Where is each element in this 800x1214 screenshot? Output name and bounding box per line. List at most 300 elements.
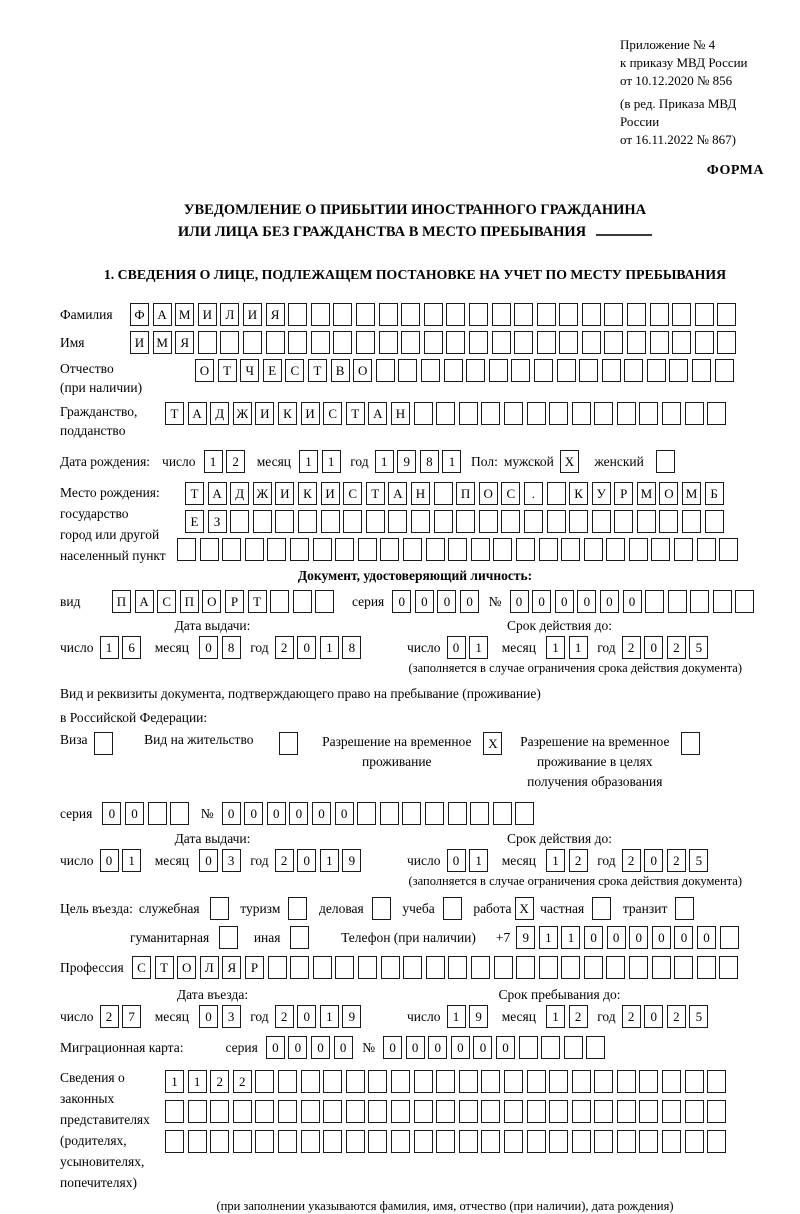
form-cell[interactable]: 1 (165, 1070, 184, 1093)
form-cell[interactable]: 0 (312, 802, 331, 825)
form-cell[interactable] (459, 1130, 478, 1153)
form-cell[interactable]: 0 (652, 926, 671, 949)
form-cell[interactable] (559, 331, 578, 354)
form-cell[interactable] (290, 538, 309, 561)
form-cell[interactable] (381, 956, 400, 979)
form-cell[interactable] (401, 303, 420, 326)
form-cell[interactable] (717, 331, 736, 354)
purpose-inaya-checkbox[interactable] (290, 926, 309, 949)
form-cell[interactable] (165, 1130, 184, 1153)
form-cell[interactable] (594, 1100, 613, 1123)
form-cell[interactable] (343, 510, 362, 533)
form-cell[interactable] (516, 538, 535, 561)
form-cell[interactable] (534, 359, 553, 382)
form-cell[interactable]: З (208, 510, 227, 533)
form-cell[interactable]: 0 (644, 636, 663, 659)
form-cell[interactable]: 0 (297, 636, 316, 659)
form-cell[interactable] (539, 956, 558, 979)
form-cell[interactable] (459, 1070, 478, 1093)
form-cell[interactable] (524, 510, 543, 533)
form-cell[interactable]: 1 (546, 849, 565, 872)
form-cell[interactable] (561, 956, 580, 979)
purpose-rabota-checkbox[interactable]: X (515, 897, 534, 920)
form-cell[interactable] (564, 1036, 583, 1059)
form-cell[interactable] (606, 956, 625, 979)
form-cell[interactable]: 0 (222, 802, 241, 825)
form-cell[interactable] (448, 538, 467, 561)
form-cell[interactable]: 2 (569, 849, 588, 872)
form-cell[interactable]: А (208, 482, 227, 505)
form-cell[interactable] (672, 303, 691, 326)
form-cell[interactable] (527, 1100, 546, 1123)
form-cell[interactable] (569, 510, 588, 533)
form-cell[interactable]: О (353, 359, 372, 382)
form-cell[interactable] (253, 510, 272, 533)
form-cell[interactable] (493, 538, 512, 561)
form-cell[interactable]: Р (225, 590, 244, 613)
form-cell[interactable]: 0 (584, 926, 603, 949)
form-cell[interactable]: Д (210, 402, 229, 425)
form-cell[interactable]: 1 (375, 450, 394, 473)
form-cell[interactable]: 1 (122, 849, 141, 872)
form-cell[interactable]: 0 (697, 926, 716, 949)
form-cell[interactable] (469, 303, 488, 326)
form-cell[interactable]: Я (175, 331, 194, 354)
form-cell[interactable]: 0 (266, 1036, 285, 1059)
form-cell[interactable] (549, 1070, 568, 1093)
form-cell[interactable]: О (659, 482, 678, 505)
form-cell[interactable] (572, 1070, 591, 1093)
form-cell[interactable] (391, 1130, 410, 1153)
form-cell[interactable]: 2 (275, 849, 294, 872)
form-cell[interactable] (719, 538, 738, 561)
form-cell[interactable]: 0 (311, 1036, 330, 1059)
form-cell[interactable] (662, 402, 681, 425)
form-cell[interactable] (245, 538, 264, 561)
form-cell[interactable] (674, 538, 693, 561)
form-cell[interactable] (311, 331, 330, 354)
form-cell[interactable] (466, 359, 485, 382)
form-cell[interactable] (321, 510, 340, 533)
form-cell[interactable]: И (130, 331, 149, 354)
form-cell[interactable] (719, 956, 738, 979)
form-cell[interactable]: 0 (415, 590, 434, 613)
temp-permit-checkbox[interactable]: X (483, 732, 502, 755)
form-cell[interactable]: 0 (623, 590, 642, 613)
form-cell[interactable]: О (195, 359, 214, 382)
form-cell[interactable] (368, 1070, 387, 1093)
form-cell[interactable] (288, 331, 307, 354)
form-cell[interactable] (695, 303, 714, 326)
form-cell[interactable] (695, 331, 714, 354)
form-cell[interactable] (278, 1070, 297, 1093)
form-cell[interactable]: 8 (342, 636, 361, 659)
form-cell[interactable] (527, 1130, 546, 1153)
form-cell[interactable] (481, 402, 500, 425)
form-cell[interactable]: 0 (100, 849, 119, 872)
form-cell[interactable] (549, 1100, 568, 1123)
form-cell[interactable] (624, 359, 643, 382)
form-cell[interactable]: 3 (222, 1005, 241, 1028)
form-cell[interactable] (411, 510, 430, 533)
form-cell[interactable] (537, 303, 556, 326)
form-cell[interactable] (333, 303, 352, 326)
form-cell[interactable] (557, 359, 576, 382)
form-cell[interactable]: 0 (102, 802, 121, 825)
form-cell[interactable] (685, 1100, 704, 1123)
form-cell[interactable] (414, 1130, 433, 1153)
form-cell[interactable] (504, 1130, 523, 1153)
form-cell[interactable]: 1 (322, 450, 341, 473)
form-cell[interactable] (379, 303, 398, 326)
form-cell[interactable]: С (343, 482, 362, 505)
form-cell[interactable] (293, 590, 312, 613)
form-cell[interactable]: К (569, 482, 588, 505)
form-cell[interactable] (604, 303, 623, 326)
form-cell[interactable] (210, 1130, 229, 1153)
form-cell[interactable]: Т (308, 359, 327, 382)
form-cell[interactable]: 0 (437, 590, 456, 613)
form-cell[interactable] (414, 402, 433, 425)
form-cell[interactable]: У (592, 482, 611, 505)
form-cell[interactable]: А (188, 402, 207, 425)
form-cell[interactable] (470, 802, 489, 825)
form-cell[interactable] (255, 1100, 274, 1123)
form-cell[interactable] (220, 331, 239, 354)
form-cell[interactable] (527, 402, 546, 425)
form-cell[interactable] (346, 1100, 365, 1123)
form-cell[interactable] (459, 1100, 478, 1123)
form-cell[interactable]: 5 (689, 1005, 708, 1028)
form-cell[interactable] (459, 402, 478, 425)
form-cell[interactable]: С (132, 956, 151, 979)
form-cell[interactable] (379, 331, 398, 354)
form-cell[interactable] (391, 1100, 410, 1123)
form-cell[interactable] (720, 926, 739, 949)
form-cell[interactable]: 2 (667, 1005, 686, 1028)
form-cell[interactable] (579, 359, 598, 382)
form-cell[interactable] (637, 510, 656, 533)
form-cell[interactable] (559, 303, 578, 326)
visa-checkbox[interactable] (94, 732, 113, 755)
form-cell[interactable] (707, 1070, 726, 1093)
form-cell[interactable]: 1 (320, 1005, 339, 1028)
form-cell[interactable] (366, 510, 385, 533)
form-cell[interactable]: О (177, 956, 196, 979)
form-cell[interactable]: 0 (267, 802, 286, 825)
form-cell[interactable] (492, 331, 511, 354)
form-cell[interactable]: 1 (442, 450, 461, 473)
form-cell[interactable] (301, 1130, 320, 1153)
form-cell[interactable] (481, 1130, 500, 1153)
form-cell[interactable]: М (637, 482, 656, 505)
form-cell[interactable]: 1 (539, 926, 558, 949)
form-cell[interactable] (493, 802, 512, 825)
form-cell[interactable] (356, 303, 375, 326)
form-cell[interactable]: 0 (447, 849, 466, 872)
form-cell[interactable]: Т (165, 402, 184, 425)
form-cell[interactable]: 5 (689, 849, 708, 872)
form-cell[interactable] (662, 1100, 681, 1123)
purpose-chastnaya-checkbox[interactable] (592, 897, 611, 920)
form-cell[interactable] (572, 1100, 591, 1123)
form-cell[interactable] (692, 359, 711, 382)
form-cell[interactable]: 0 (644, 849, 663, 872)
form-cell[interactable] (537, 331, 556, 354)
form-cell[interactable] (368, 1130, 387, 1153)
form-cell[interactable] (434, 482, 453, 505)
form-cell[interactable]: 1 (320, 849, 339, 872)
form-cell[interactable] (685, 1130, 704, 1153)
form-cell[interactable] (368, 1100, 387, 1123)
form-cell[interactable] (335, 956, 354, 979)
form-cell[interactable] (682, 510, 701, 533)
form-cell[interactable]: Р (245, 956, 264, 979)
form-cell[interactable] (380, 802, 399, 825)
form-cell[interactable] (514, 331, 533, 354)
form-cell[interactable] (617, 402, 636, 425)
form-cell[interactable] (278, 1130, 297, 1153)
form-cell[interactable] (659, 510, 678, 533)
form-cell[interactable]: 9 (342, 849, 361, 872)
form-cell[interactable] (177, 538, 196, 561)
form-cell[interactable] (436, 1100, 455, 1123)
form-cell[interactable]: Н (391, 402, 410, 425)
form-cell[interactable]: К (298, 482, 317, 505)
form-cell[interactable] (685, 1070, 704, 1093)
form-cell[interactable]: А (153, 303, 172, 326)
form-cell[interactable]: О (202, 590, 221, 613)
form-cell[interactable] (323, 1070, 342, 1093)
form-cell[interactable] (645, 590, 664, 613)
form-cell[interactable] (222, 538, 241, 561)
form-cell[interactable]: Ч (240, 359, 259, 382)
form-cell[interactable] (650, 331, 669, 354)
form-cell[interactable]: И (198, 303, 217, 326)
form-cell[interactable]: 0 (629, 926, 648, 949)
form-cell[interactable] (672, 331, 691, 354)
form-cell[interactable] (313, 538, 332, 561)
form-cell[interactable]: 1 (299, 450, 318, 473)
form-cell[interactable]: 1 (469, 849, 488, 872)
form-cell[interactable]: С (501, 482, 520, 505)
form-cell[interactable] (572, 402, 591, 425)
form-cell[interactable]: Ж (253, 482, 272, 505)
form-cell[interactable] (594, 1130, 613, 1153)
form-cell[interactable] (346, 1130, 365, 1153)
form-cell[interactable] (436, 1070, 455, 1093)
form-cell[interactable]: 2 (667, 636, 686, 659)
form-cell[interactable] (582, 331, 601, 354)
form-cell[interactable] (582, 303, 601, 326)
form-cell[interactable] (298, 510, 317, 533)
form-cell[interactable]: 0 (473, 1036, 492, 1059)
form-cell[interactable] (444, 359, 463, 382)
form-cell[interactable] (380, 538, 399, 561)
form-cell[interactable]: М (682, 482, 701, 505)
form-cell[interactable] (594, 1070, 613, 1093)
form-cell[interactable] (639, 402, 658, 425)
form-cell[interactable] (515, 802, 534, 825)
form-cell[interactable]: 2 (100, 1005, 119, 1028)
form-cell[interactable]: 5 (689, 636, 708, 659)
form-cell[interactable] (233, 1130, 252, 1153)
form-cell[interactable]: 0 (334, 1036, 353, 1059)
form-cell[interactable] (398, 359, 417, 382)
form-cell[interactable]: 0 (451, 1036, 470, 1059)
form-cell[interactable]: 6 (122, 636, 141, 659)
form-cell[interactable]: И (321, 482, 340, 505)
form-cell[interactable] (504, 1100, 523, 1123)
form-cell[interactable] (358, 956, 377, 979)
form-cell[interactable] (584, 538, 603, 561)
form-cell[interactable] (705, 510, 724, 533)
form-cell[interactable] (230, 510, 249, 533)
form-cell[interactable] (266, 331, 285, 354)
form-cell[interactable] (713, 590, 732, 613)
form-cell[interactable] (539, 538, 558, 561)
form-cell[interactable] (290, 956, 309, 979)
form-cell[interactable] (592, 510, 611, 533)
form-cell[interactable] (481, 1100, 500, 1123)
form-cell[interactable]: 2 (226, 450, 245, 473)
form-cell[interactable]: 0 (532, 590, 551, 613)
form-cell[interactable] (481, 1070, 500, 1093)
form-cell[interactable] (547, 482, 566, 505)
form-cell[interactable]: 3 (222, 849, 241, 872)
form-cell[interactable] (561, 538, 580, 561)
form-cell[interactable]: Т (185, 482, 204, 505)
form-cell[interactable] (414, 1070, 433, 1093)
form-cell[interactable] (471, 538, 490, 561)
form-cell[interactable] (425, 802, 444, 825)
form-cell[interactable]: Б (705, 482, 724, 505)
form-cell[interactable] (651, 538, 670, 561)
form-cell[interactable]: 2 (569, 1005, 588, 1028)
form-cell[interactable]: 0 (335, 802, 354, 825)
form-cell[interactable] (335, 538, 354, 561)
form-cell[interactable] (270, 590, 289, 613)
form-cell[interactable] (421, 359, 440, 382)
form-cell[interactable]: 8 (222, 636, 241, 659)
form-cell[interactable] (504, 402, 523, 425)
form-cell[interactable]: 1 (561, 926, 580, 949)
form-cell[interactable] (614, 510, 633, 533)
form-cell[interactable]: 1 (447, 1005, 466, 1028)
purpose-tranzit-checkbox[interactable] (675, 897, 694, 920)
form-cell[interactable] (572, 1130, 591, 1153)
form-cell[interactable]: Я (222, 956, 241, 979)
form-cell[interactable]: 0 (199, 849, 218, 872)
form-cell[interactable]: 0 (496, 1036, 515, 1059)
form-cell[interactable] (403, 956, 422, 979)
form-cell[interactable]: 2 (622, 849, 641, 872)
form-cell[interactable]: 2 (275, 1005, 294, 1028)
form-cell[interactable]: Л (220, 303, 239, 326)
form-cell[interactable]: И (243, 303, 262, 326)
form-cell[interactable]: 0 (297, 1005, 316, 1028)
form-cell[interactable]: 2 (275, 636, 294, 659)
form-cell[interactable] (715, 359, 734, 382)
form-cell[interactable] (357, 802, 376, 825)
form-cell[interactable] (434, 510, 453, 533)
sex-male-checkbox[interactable]: X (560, 450, 579, 473)
form-cell[interactable]: 0 (289, 802, 308, 825)
form-cell[interactable]: Ж (233, 402, 252, 425)
form-cell[interactable]: П (456, 482, 475, 505)
form-cell[interactable] (617, 1100, 636, 1123)
form-cell[interactable] (323, 1100, 342, 1123)
form-cell[interactable]: 0 (460, 590, 479, 613)
form-cell[interactable] (685, 402, 704, 425)
form-cell[interactable] (446, 331, 465, 354)
form-cell[interactable] (301, 1070, 320, 1093)
form-cell[interactable]: 0 (644, 1005, 663, 1028)
form-cell[interactable] (469, 331, 488, 354)
form-cell[interactable]: С (157, 590, 176, 613)
form-cell[interactable] (662, 1070, 681, 1093)
form-cell[interactable] (233, 1100, 252, 1123)
sex-female-checkbox[interactable] (656, 450, 675, 473)
form-cell[interactable] (243, 331, 262, 354)
form-cell[interactable] (376, 359, 395, 382)
form-cell[interactable]: 0 (428, 1036, 447, 1059)
form-cell[interactable] (717, 303, 736, 326)
form-cell[interactable] (547, 510, 566, 533)
form-cell[interactable] (388, 510, 407, 533)
form-cell[interactable] (606, 538, 625, 561)
form-cell[interactable] (662, 1130, 681, 1153)
form-cell[interactable]: 2 (667, 849, 686, 872)
form-cell[interactable] (707, 1100, 726, 1123)
form-cell[interactable] (267, 538, 286, 561)
purpose-sluzhebnaya-checkbox[interactable] (210, 897, 229, 920)
form-cell[interactable]: 9 (516, 926, 535, 949)
form-cell[interactable]: 0 (406, 1036, 425, 1059)
form-cell[interactable]: 0 (199, 636, 218, 659)
form-cell[interactable]: 0 (288, 1036, 307, 1059)
purpose-delovaya-checkbox[interactable] (372, 897, 391, 920)
form-cell[interactable]: 2 (210, 1070, 229, 1093)
form-cell[interactable] (514, 303, 533, 326)
form-cell[interactable] (436, 402, 455, 425)
form-cell[interactable] (549, 1130, 568, 1153)
form-cell[interactable]: Т (218, 359, 237, 382)
temp-permit-edu-checkbox[interactable] (681, 732, 700, 755)
form-cell[interactable]: 0 (244, 802, 263, 825)
form-cell[interactable]: О (479, 482, 498, 505)
form-cell[interactable]: 2 (233, 1070, 252, 1093)
form-cell[interactable]: 0 (392, 590, 411, 613)
form-cell[interactable]: 7 (122, 1005, 141, 1028)
form-cell[interactable]: И (275, 482, 294, 505)
form-cell[interactable]: 1 (546, 636, 565, 659)
form-cell[interactable] (617, 1070, 636, 1093)
form-cell[interactable] (639, 1070, 658, 1093)
form-cell[interactable]: П (112, 590, 131, 613)
form-cell[interactable] (426, 538, 445, 561)
form-cell[interactable] (707, 1130, 726, 1153)
form-cell[interactable]: Е (185, 510, 204, 533)
form-cell[interactable]: 1 (188, 1070, 207, 1093)
form-cell[interactable]: 1 (546, 1005, 565, 1028)
form-cell[interactable] (356, 331, 375, 354)
form-cell[interactable]: 0 (125, 802, 144, 825)
form-cell[interactable]: . (524, 482, 543, 505)
form-cell[interactable]: Д (230, 482, 249, 505)
form-cell[interactable]: И (255, 402, 274, 425)
form-cell[interactable] (275, 510, 294, 533)
